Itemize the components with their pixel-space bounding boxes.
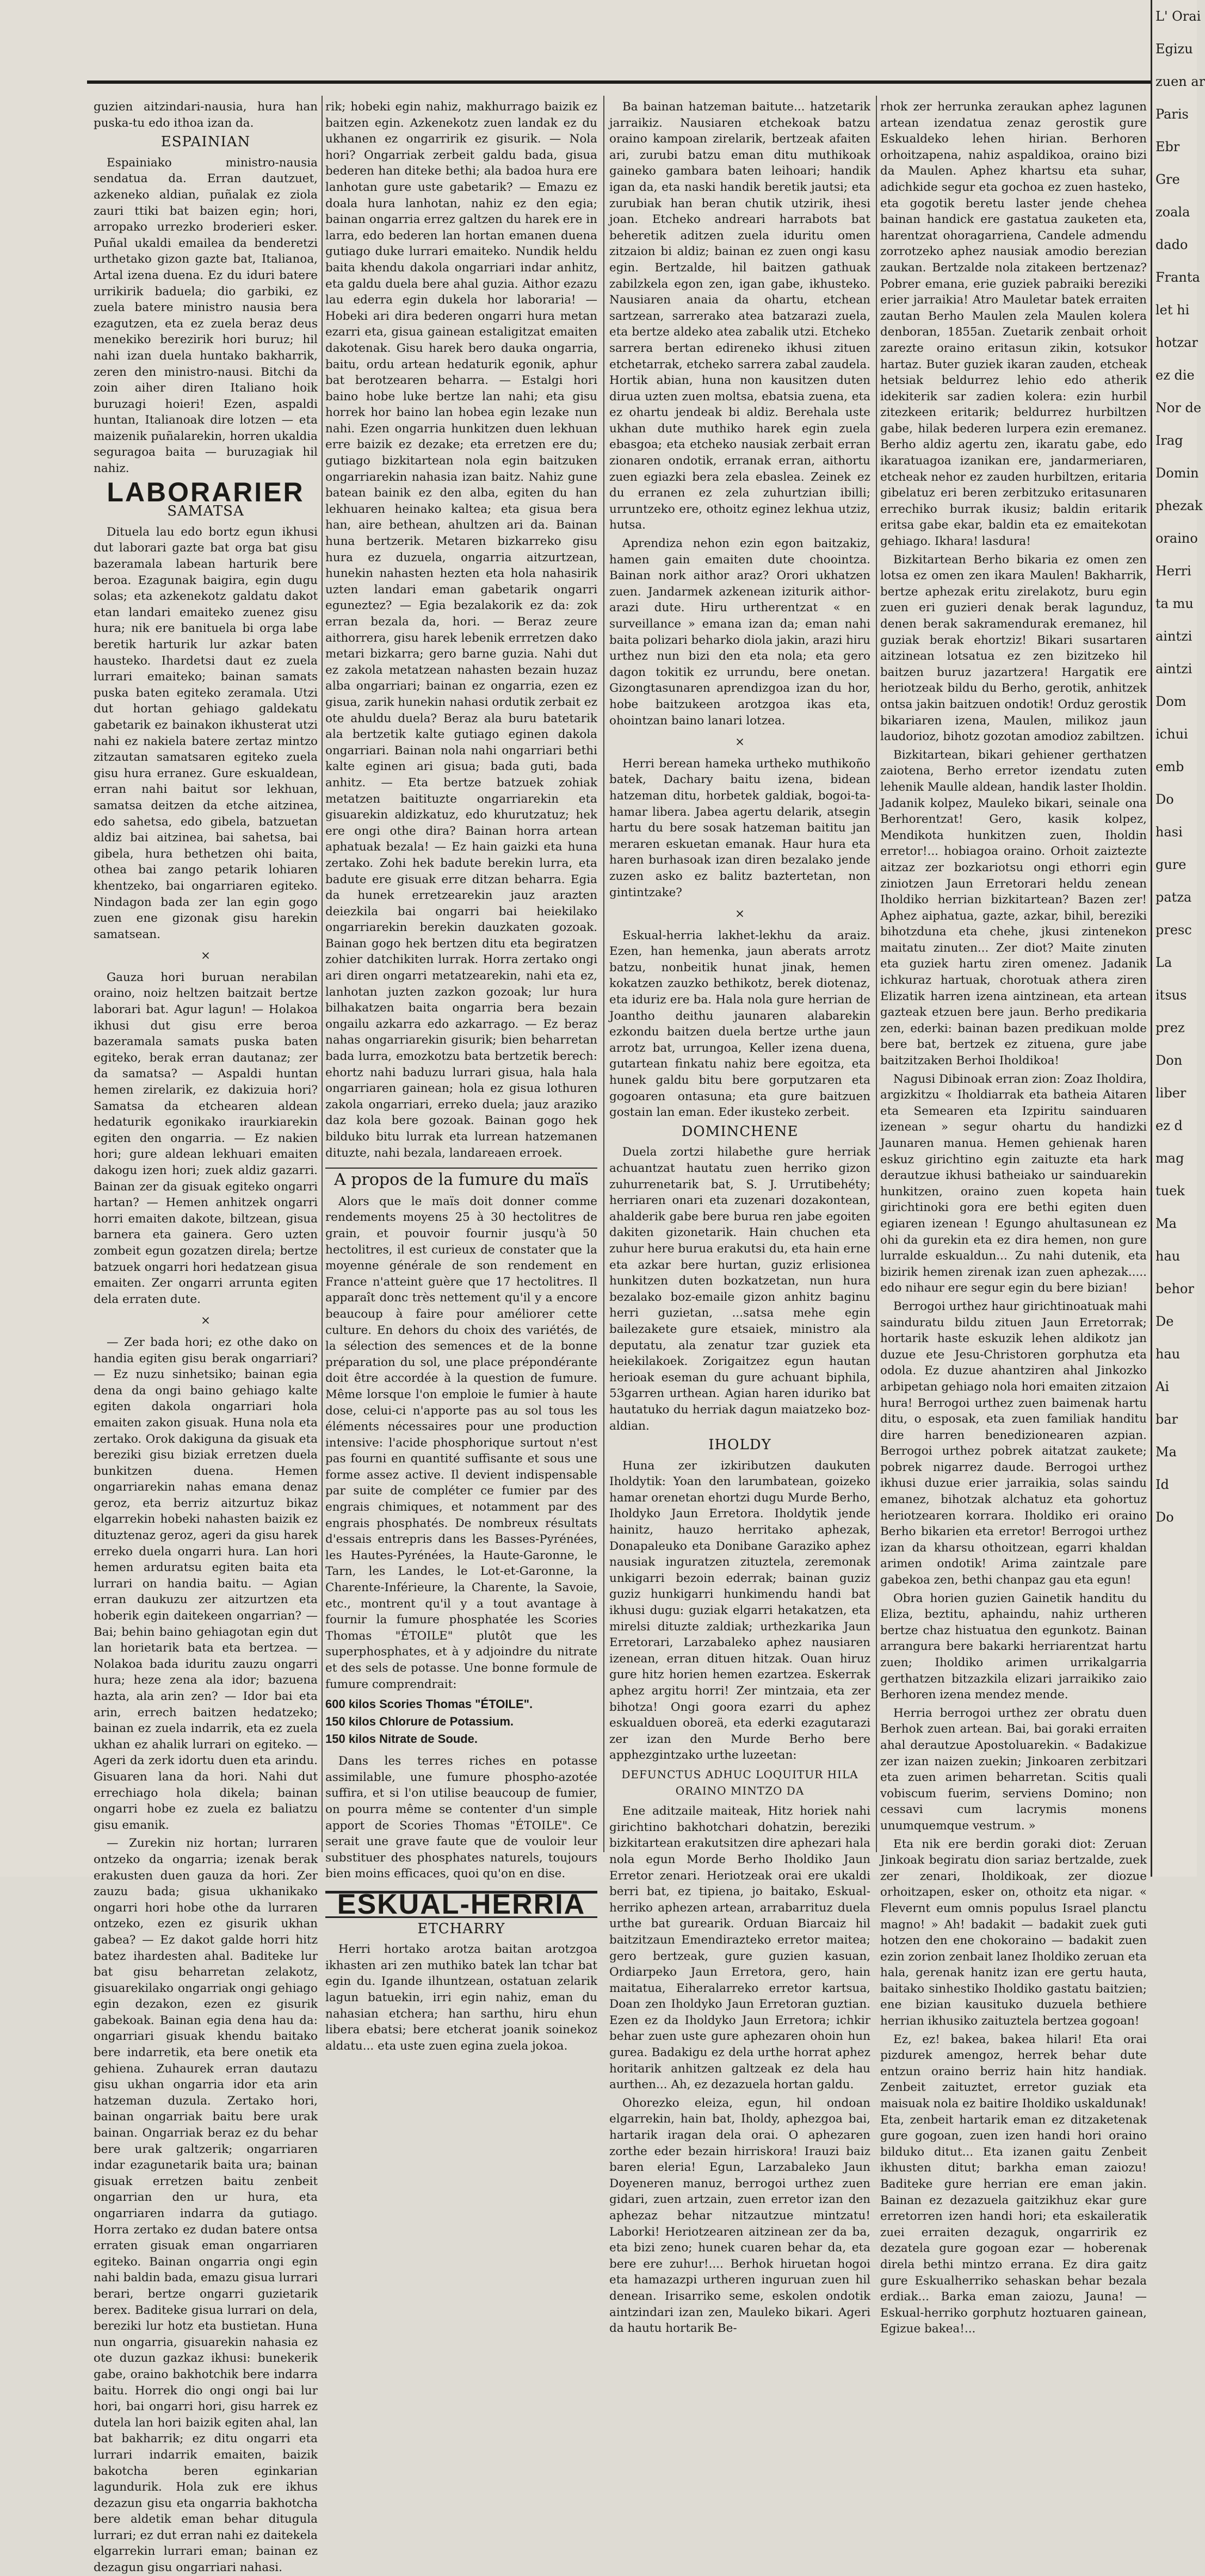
adjacent-page-fragment: patza <box>1155 890 1192 905</box>
ad-body: Alors que le maïs doit donner comme rendements moyens 25 à 30 hectolitres de grain, et pouvoir fournir jusqu'à 50 hectolitres, il est curieux de constater que la moyenne générale de son rendement en France n'atteint guère que 17 hectolitres. Il apparaît donc très nettement qu'il y a encore beaucoup à faire pour améliorer cette culture. En dehors du choix des variétés, de la sélection des semences et de la bonne préparation du sol, une place prépondérante doit être accordée à la question de fumure. Même lorsque l'on emploie le fumier à haute dose, celui-ci n'apporte pas au sol tous les éléments nécessaires pour une production intensive: l'acide phosphorique surtout n'est pas fourni en quantité suffisante et sous une forme assez active. Il devient indispensable par suite de compléter ce fumier par des engrais chimiques, et notamment par des engrais phosphatés. De nombreux résultats d'essais entrepris dans les Basses-Pyrénées, les Hautes-Pyrénées, la Haute-Garonne, le Tarn, les Landes, le Lot-et-Garonne, la Charente-Inférieure, la Charente, la Savoie, etc., montrent qu'il y a tout avantage à fournir la fumure phosphatée les Scories Thomas "ÉTOILE" plutôt que les superphosphates, et à y adjoindre du nitrate et des sels de potasse. Une bonne formule de fumure comprendrait: <box>325 1194 597 1691</box>
column-rule <box>322 96 323 1852</box>
adjacent-page-fragment: Nor de <box>1155 400 1202 415</box>
article-dialogue: Gauza hori buruan nerabilan oraino, noiz heltzen baitzait bertze laborari bat. Agur lagun! — Holakoa ikhusi dut gisu erre beroa bazeramala samats puska baten egiteko, berak erran dautanaz; zer da samatsa? — Aspaldi huntan hemen zirelarik, ez dakizuia hori? Samatsa da etchearen aldean hedaturik egonikako iraurkiarekin egiten den ongarria. — Ez nakien hori; gure aldean lekhuari emaiten dakogu izen hori; zuek aldiz gazarri. Bainan zer da gisuak egiteko ongarri hartan? — Hemen anhitzek ongarri horri emaiten dakote, biltzean, gisua barnera eta gainera. Gero uzten zombeit egun gozatzen direla; bertze batzuek ongarri hori hedatzean gisua emaiten. Zer ongarri arrunta egiten dela erraten dute. <box>94 970 318 1306</box>
adjacent-page-fragment: zoala <box>1155 204 1190 220</box>
adjacent-page-fragment: Irag <box>1155 433 1183 448</box>
adjacent-page-fragment: bar <box>1155 1412 1178 1427</box>
adjacent-page-fragment: Ma <box>1155 1216 1177 1231</box>
adjacent-page-fragment: oraino <box>1155 531 1198 546</box>
adjacent-page-fragment: Ai <box>1155 1379 1170 1394</box>
article-aprendiza: Aprendiza nehon ezin egon baitzakiz, hamen gain emaiten dute choointza. Bainan nork aithor araz? Orori ukhatzen zuen. Jandarmek azkenean iziturik aithor-arazi dute. Hiru urtherentzat « en surveillance » emana izan da; eman nahi baita polizari beharko diola jakin, arazi hiru urthez nun bizi den eta nola; eta gero dagon tokitik ez urrundu, bere onetan. Gizongtasunaren aprendizgoa izan du hor, hobe baitzukeen arotzgoa ikas eta, ohointzan baino lanari lotzea. <box>609 537 870 728</box>
article-dominchene: Duela zortzi hilabethe gure herriak achuantzat hautatu zuen herriko gizon zuhurrenetarik bat, S. J. Urrutibehéty; herriaren onari eta zuzenari dozakontean, ahalderik gabe bere burua ren jabe egoiten dakiten gizonetarik. Hain chuchen eta zuhur here burua erakutsi du, eta hain erne eta azkar bere hurtan, guziz erlisionea hunkitzen duten bozkatzetan, nun hura bezalako boz-emaile gizon anhitz baginu herri guzietan, ...satsa mehe egin bailezakete gure etsaiek, ministro ala deputatu, ala zenatur tzar guziek eta heiekilakoek. Zorigaitzez egun hautan herioak eseman du gure achuant biphila, 53garren urthean. Agian haren iduriko bat hautatuko du herriak dagun maiatzeko boz-aldian. <box>609 1145 870 1433</box>
adjacent-page-fragment: dado <box>1155 237 1188 252</box>
ad-formula-item: 150 kilos Chlorure de Potassium. <box>325 1715 514 1729</box>
adjacent-page-fragment: ez die <box>1155 368 1195 383</box>
article-paragraph: Berrogoi urthez haur girichtinoatuak mahi sainduratu bildu zituen Jaun Erretorrak; hortarik haste eskuzik lehen aldikotz jan duzue ete Jesu-Christoren gorphutza eta odola. Ez duzue ahantziren ahal Jinkozko arbipetan gehiago nola hori emaiten zitzaion hura! Berrogoi urthez zuen baimenak hartu ditu, o esposak, eta zuen familiak handitu dire harren benedizionearen azpian. Berrogoi urthez pobrek aitatzat zaukete; pobrek nigarrez daude. Berrogoi urthez ikhusi duzue erier jarraikia, solas saindu emanez, bihotzak alchatuz eta gohortuz heriotzearen korrara. Iholdiko eri oraino Berho bikarien eta erretor! Berrogoi urthez izan da kharsu othoitzean, egarri khaldan arimen ondotik! Arima zaintzale pare gabekoa zen, bethi chanpaz gau eta egun! <box>880 1299 1147 1587</box>
article-title-iholdy: IHOLDY <box>708 1437 771 1454</box>
ad-formula-item: 600 kilos Scories Thomas "ÉTOILE". <box>325 1697 533 1711</box>
adjacent-page-fragment: hau <box>1155 1346 1181 1362</box>
article-paragraph: Herria berrogoi urthez zer obratu duen Berhok zuen artean. Bai, bai goraki erraiten ahal derautzue Apostoluarekin. « Badakizue zer izan naizen zuekin; Jinkoaren zerbitzari eta zuen arimen beharretan. Scitis quali vobiscum fuerim, serviens Domino; non cessavi cum lacrymis monens unumquemque vestrum. » <box>880 1706 1147 1833</box>
adjacent-page-fragment: itsus <box>1155 988 1187 1003</box>
separator: × <box>200 1314 211 1328</box>
adjacent-page-fragment: tuek <box>1155 1183 1185 1199</box>
article-paragraph: Nagusi Dibinoak erran zion: Zoaz Iholdira, argizkitzu « Iholdiarrak eta batheia Aitaren eta Semearen eta Izpiritu sainduaren izenean » segur ohartu du handizki Jaunaren manua. Hemen gehienak haren eskuz girichtino egin zaituzte eta hark derautzue ikhusi batheiako ur sainduarekin hunkitzen, oraino zuen kopeta hain girichtinoki gora ere bethi egiten duen egiaren izenean ! Egungo ahultasunean ez ohi da gurekin eta ez dira hemen, non gure lurralde eskualdun... Zu nahi dutenik, eta bizirik hemen zirenak izan zuen aphezak..... edo nihaur ere segur egin du bere bizian! <box>880 1072 1147 1295</box>
adjacent-page-fragment: Gre <box>1155 172 1180 187</box>
adjacent-page-fragment: ichui <box>1155 727 1188 742</box>
column-rule <box>876 96 877 1852</box>
column-rule <box>603 96 604 1852</box>
article-continuation: Ba bainan hatzeman baitute... hatzetarik jarraikiz. Nausiaren etchekoak batzu oraino kampoan zirelarik, bertzeak afaiten ari, zurubi batzu eman ditu muthikoak gaineko gambara baten leihoari; handik igan da, eta naski handik beretik jautsi; eta zurubiak han beran chutik utzirik, ihesi joan. Etcheko andreari harrabots bat beheretik aditzen zuela iduritu omen zitzaion bi aldiz; bainan ez zuen ongi kasu egin. Bertzalde, hil baitzen gathuak zabilzkela egon zen, igan gabe, ikhusteko. Nausiaren anaia da ohartu, etchean sartzean, sarrerako atea batzarazi zuela, eta bertze aldeko atea zabalik utzi. Etcheko sarrera bertan edireneko ikhusi zituen etchetarrak, etcheko sarrera zabal zaudela. Hortik abian, huna non kausitzen duten dirua uzten zuen moltsa, ebatsia zuena, eta ez ohartu jendeak bi aldiz. Berehala uste ukhan dute muthiko harek egin zuela ebasgoa; eta etcheko nausiak zerbait erran zionaren ondotik, erranak erran, aithortu zuen egiazki bera zela ebaslea. Zeinek ez du erranen ez zela zuhurtzian ibilli; urruntzeko ere, othoitz eginez lekhua utziz, hutsa. <box>609 100 870 532</box>
article-continuation: rhok zer herrunka zeraukan aphez lagunen artean izendatua zenaz gerostik gure Eskualdeko lehen hirian. Berhoren orhoitzapena, nahiz aspaldikoa, oraino bizi da Maulen. Aphez khartsu eta suhar, adichkide segur eta gochoa ez zuen hasteko, eta gogotik beretu laster jende chehea bainan handick ere gastatua zauketen eta, harentzat ohoragarriena, Candele admendu zorrotzeko aphez nausiak amodio berezian zaukan. Bertzalde nola zitakeen bertzenaz? Pobrer emana, erie guziek pabraiki bereziki erier jarraikia! Atro Mauletar batek erraiten zautan Berho Maulen zela Maulen kolera denboran, 1855an. Zuetarik zenbait orhoit zarezte oraino eritasun zikin, kotsukor hartaz. Buter guziek ikaran zauden, etcheak hetsiak beldurrez lehio edo atherik idekiterik sar zadien kolera: ezin hurbil zitezkeen eritarik; beldurrez hurbiltzen gabe, hilak bederen lurpera ezin eremanez. Berho aldiz agertu zen, ikaratu gabe, edo ikaratuagoa izanikan ere, jandarmeriaren, etcheak nehor ez zauden hurbiltzen, eritaria gibelatuz eri beren zerbitzuko eritasunaren errechiko burrak ikusiz; baldin eritarik eritsa gabe ekar, baldin eta ez emaitekotan gehiago. Ikhara! lasdura! <box>880 100 1147 549</box>
adjacent-page-fragment: Don <box>1155 1053 1183 1068</box>
ad-title: A propos de la fumure du maïs <box>325 1168 597 1188</box>
column-3 <box>609 99 870 2336</box>
adjacent-page-fragment: La <box>1155 955 1172 970</box>
article-homily: Ohorezko eleiza, egun, hil ondoan elgarrekin, hain bat, Iholdy, aphezgoa bai, hartarik iragan dela orai. O aphezaren zorthe eder bezain hirriskora! Irauzi baiz baren eleria! Egun, Larzabaleko Jaun Doyeneren manuz, berrogoi urthez zuen gidari, zuen artzain, zuen erretor izan den aphezaz behar nitzautzue mintzatu! Laborki! Heriotzearen aitzinean zer da ba, eta bizi zeno; hunek cuaren behar da, eta bere ere zuhur!.... Berhok hiruetan hogoi eta hamazazpi urtheren inguruan zuen hil denean. Irisarriko seme, eskolen ondotik aintzindari izan zen, Mauleko bikari. Ageri da hautu hortarik Be- <box>609 2096 870 2336</box>
adjacent-page-fragment: ta mu <box>1155 596 1194 611</box>
adjacent-page-fragment: mag <box>1155 1151 1184 1166</box>
article-title-samatsa: SAMATSA <box>167 503 244 520</box>
ad-body-end: Dans les terres riches en potasse assimilable, une fumure phospho-azotée suffira, et si l'on utilise beaucoup de fumier, on pourra même se contenter d'un simple apport de Scories Thomas "ÉTOILE". Ce serait une grave faute que de vouloir leur substituer des phosphates naturels, toujours bien moins efficaces, quoi qu'on en dise. <box>325 1754 597 1881</box>
article-paragraph: Ez, ez! bakea, bakea hilari! Eta orai pizdurek amengoz, herrek behar dute entzun oraino berriz hain hitz handiak. Zenbeit zaituztet, erretor guziak eta maisuak nola ez baitire Iholdiko uskaldunak! Eta, zenbeit hartarik eman ez ditzaketenak gure gogoan, zuen izen handi hori oraino bilduko ditut... Eta izanen gaitu Zenbeit ikhusten ditut; barkha eman zaiozu! Baditeke gure herrian ere eman jakin. Bainan ez dezazuela gaitzikhuz ekar gure erretorren izen handi hori; eta eskaileratik zuei erraiten dezaguk, ongarririk ez dezatela gure gogoan ezar — hoberenak direla bethi mintzo errana. Ez dira gaitz gure Eskualherriko sehaskan behar bezala erdiak... Barka eman zaiozu, Jauna! — Eskual-herriko gorphutz hoztuaren gainean, Egizue bakea!... <box>880 2032 1147 2336</box>
adjacent-page-fragment: aintzi <box>1155 661 1192 676</box>
header-rule <box>87 80 1153 84</box>
adjacent-page-fragment: gure <box>1155 857 1187 872</box>
article-iholdy: Huna zer izkiributzen daukuten Iholdytik: Yoan den larumbatean, goizeko hamar orenetan ehortzi dugu Murde Berho, Iholdyko Jaun Erretora. Iholdytik jende hainitz, hauzo herritako aphezak, Donapaleuko eta Donibane Garaziko aphez nausiak inguratzen zituztela, zeremonak unkigarri bezoin ederrak; bainan guziz guziz hunkigarri hunkimendu handi bat ikhusi dugu: guziak elgarri hetakatzen, eta mirelsi dituzte zaldiak; urthezkarika Jaun Erretorari, Larzabaleko aphez nausiaren izenean, erran dituen hitzak. Ouan hiruz gure hitz horien hemen ezartzea. Eskerrak aphez argitu horri! Zer mintzaia, eta zer bihotza! Ongi goora ezarri du aphez eskualduen oboreä, eta ederki ezagutarazi zer izan den Murde Berho bere apphezgintzako urthe luzeetan: <box>609 1458 870 1762</box>
adjacent-page-fragment: Id <box>1155 1477 1169 1492</box>
adjacent-page-strip <box>1151 0 1205 1877</box>
adjacent-page-fragment: ez d <box>1155 1118 1183 1133</box>
adjacent-page-fragment: presc <box>1155 922 1192 938</box>
article-homily: Ene aditzaile maiteak, Hitz horiek nahi girichtino bakhotchari dohatzin, bereziki bizkitartean erakutsitzen dire aphezari hala nola egun Morde Berho Iholdiko Jaun Erretor zenari. Heriotzeak orai ere ukaldi berri bat, ez tipiena, jo baitako, Eskual-herriko aphezen artean, arrabarrituz duela urthe bat gurearik. Orduan Biarcaiz hil baitzitzaun Emendirazteko erretor maitea; gero bertzeak, gure guzien kasuan, Ordiarpeko Jaun Erretora, gero, hain maitatua, Eiheralarreko erretor kartsua, Doan zen Iholdyko Jaun Erretoran guztian. Ezen ez da Iholdyko Jaun Erretora; ichkir behar zuen uste gure aphezaren ohoin hun gurea. Badakigu ez dela urthe horrat aphez horitarik anhitzen galtzeak ez dela hau aurthen... Ah, ez dezazuela hortan galdu. <box>609 1804 870 2092</box>
article-eskual-herria: Eskual-herria lakhet-lekhu da araiz. Ezen, han hemenka, jaun aberats arrotz batzu, nonbeitik hunat jinak, hemen kokatzen zauzko bethikotz, berek diotenaz, eta iduriz ere ba. Hala nola gure herrian de Joantho deithu jaunaren alabarekin ezkondu baitzen duela bertze urthe jaun arrotz bat, urrungoa, Keller izena duena, gutartean finkatu nahiz bere egoitza, eta hunek galdu bitu bere gorputzaren eta gogoaren ontasuna; eta gure baitzuen gostain lan eman. Eder ikusteko zerbeit. <box>609 928 870 1120</box>
adjacent-page-fragment: hau <box>1155 1249 1181 1264</box>
article-paragraph: Obra horien guzien Gainetik handitu du Eliza, beztitu, aphaindu, nahiz urtheren bertze chaz histuatua den egunkotz. Bainan arrangura bere bakarki herriarentzat hartu zuen; Iholdiko arimen urrikalgarria gerthatzen bitzazkila elizari jarraikiko zaio Berhoren izena mendez mende. <box>880 1591 1147 1702</box>
article-samatsa: Dituela lau edo bortz egun ikhusi dut laborari gazte bat orga bat gisu bazeramala labean harturik bere beroa. Ezagunak baigira, egin dugu solas; eta azkenekotz galdatu dakot etan landari emaiteko zuenez gisu hura; nik ere banituela bi orga labe beretik harturik lur azkar baten hausteko. Ihardetsi daut ez zuela lurrari emaiteko; bainan samats puska baten egiteko zeramala. Utzi dut hortan gehiago galdekatu gabetarik ez bainakon ikhusterat utzi nahi ez nakiela batere zertaz mintzo zitzautan samatsaren egiteko zuela gisu hura erranez. Gure eskualdean, erran nahi baitut sor lekhuan, samatsa deitzen da etche aitzinea, edo sahetsa, edo gibela, batzuetan aldiz bai aitzinea, bai sahetsa, bai gibela, hura bethetzen ohi baita, othea bai zango petarik lohiaren khentzeko, bai ongarriaren egiteko. Nindagon bada zer lan egin gogo zuen ene gizonak gisu harekin samatsean. <box>94 525 318 941</box>
article-espainian: Espainiako ministro-nausia sendatua da. Erran dautzuet, azkeneko aldian, puñalak ez ziola zauri ttiki bat baizen egin; hori, arropako urrezko broderieri esker. Puñal ukaldi emailea da benderetzi urthetako gizon gazte bat, Italianoa, Artal izena duena. Ez du iduri batere urrikirik baduela; dio garbiki, ez zuela batere ministro nausia bera ezagutzen, eta ez zuela beraz deus menekiko berezirik hori buruz; hil nahi izan duela huntako bakharrik, zeren den ministro-nausi. Bitchi da zoin aiher diren Italiano hoik buruzagi hoieri! Ezen, aspaldi huntan, Italianoak dire lotzen — eta maizenik puñalarekin, horren ukaldia seguragoa baita — buruzagiak hil nahiz. <box>94 156 318 476</box>
article-continuation: guzien aitzindari-nausia, hura han puska-tu edo ithoa izan da. <box>94 100 318 130</box>
column-1 <box>94 99 318 2575</box>
adjacent-page-fragment: Paris <box>1155 107 1189 122</box>
adjacent-page-fragment: behor <box>1155 1281 1194 1296</box>
section-heading-laborarier: LABORARIER <box>107 476 305 507</box>
adjacent-page-fragment: De <box>1155 1314 1174 1329</box>
adjacent-page-fragment: Ebr <box>1155 139 1180 154</box>
article-title-etcharry: ETCHARRY <box>417 1920 505 1937</box>
ad-formula-item: 150 kilos Nitrate de Soude. <box>325 1732 478 1746</box>
article-dachary: Herri berean hameka urtheko muthikoño batek, Dachary baitu izena, bidean hatzeman ditu, horbetek galdiak, bogoi-ta-hamar libera. Jabea agertu delarik, atsegin hartu du bere sosak hatzeman baititu jan meraren eskuetan emanak. Haur hura eta haren burhasoak izan diren bezalako jende zuzen asko ez balitz baztertetan, non gintintzake? <box>609 756 870 899</box>
adjacent-page-fragment: Do <box>1155 1510 1174 1525</box>
separator: × <box>734 735 745 749</box>
section-heading-espainian: ESPAINIAN <box>160 134 251 151</box>
article-dialogue: — Zer bada hori; ez othe dako on handia egiten gisu berak ongarriari? — Ez nuzu sinhetsiko; bainan egia dena da ongi baino gehiago kalte egiten dakola ongarriari hola emaiten zakon gisuak. Huna nola eta zertako. Orok dakiguna da gisuak eta bereziki gisu biziak erretzen duela bunkitzen duena. Hemen ongarriarekin nahas emana denaz geroz, eta berriz aitzurtuz bikaz elgarrekin hobeki nahasten baizik ez dituztenaz geroz, ageri da gisu harek erreko duela ongarri hura. Lan hori hemen arduratsu egiten baita eta lurrari on handia baitu. — Agian erran daukuzu zer aitzurtzen eta hoberik egin daitekeen ongarrian? — Bai; behin baino gehiagotan egin dut lan horietarik bata eta bertzea. — Nolakoa bada iduritu zauzu ongarri hura; heze zena ala idor; bazuena hazta, ala arin zen? — Idor bai eta arin, errech baitzen hedatzeko; bainan ez zuela indarrik, eta ez zuela ukhan ez ahalik lurrari on egiteko. — Ageri da zerk idortu duen eta arindu. Gisuaren lana da hori. Nahi dut errechiago hola dikela; bainan ongarri hobe ez zuela ez baliatzu gisu emanik. <box>94 1335 318 1832</box>
separator: × <box>200 949 211 963</box>
adjacent-page-fragment: phezak <box>1155 498 1203 513</box>
adjacent-page-fragment: Franta <box>1155 270 1200 285</box>
column-2 <box>325 99 597 2053</box>
column-4 <box>880 99 1147 2336</box>
separator: × <box>734 907 745 921</box>
ad-formula-list <box>325 1696 597 1748</box>
article-paragraph: Eta nik ere berdin goraki diot: Zeruan Jinkoak begiratu dion sariaz bertzalde, zuek zer zenari, Iholdikoak, zer diozue orhoitzapen, esker on, othoitz eta nigar. « Flevernt eum omnis populus Israel planctu magno! » Ah! badakit — badakit zuek guti hotzen den ene chokoraino — badakit zuen ezin zorion zenbait lanez Iholdiko zeruan eta hala, gerenak hanitz izan ere gertu hauta, baitako sinhestiko Iholdiko gastatu baitzien; ene bizian kausituko duzuela bethiere herrian ikhusiko zaituztela bertzea gogoan! <box>880 1837 1147 2028</box>
adjacent-page-fragment: zuen ar <box>1155 74 1205 89</box>
adjacent-page-fragment: Egizu <box>1155 41 1193 57</box>
adjacent-page-fragment: liber <box>1155 1085 1187 1101</box>
adjacent-page-fragment: aintzi <box>1155 629 1192 644</box>
adjacent-page-fragment: emb <box>1155 759 1184 774</box>
article-etcharry: Herri hortako arotza baitan arotzgoa ikhasten ari zen muthiko batek lan tchar bat egin du. Igande ilhuntzean, ostatuan zelarik lagun batuekin, irri egin nahiz, eman du nahasian etchera; han sarthu, hiru ehun libera ebatsi; bere etcherat joanik soinekoz aldatu... eta uste zuen egina zuela jokoa. <box>325 1942 597 2053</box>
adjacent-page-fragment: Herri <box>1155 563 1191 579</box>
latin-heading: DEFUNCTUS ADHUC LOQUITUR HILA ORAINO MINTZO DA <box>621 1767 858 1797</box>
adjacent-page-fragment: Ma <box>1155 1444 1177 1460</box>
article-paragraph: Bizkitartean Berho bikaria ez omen zen lotsa ez omen zen ikara Maulen! Bakharrik, bertze aphezak eritu zirelakotz, buru egin zuen eri guzieri denak berak lagunduz, denen berak sakramendurak eremanez, hil guziak berak ehortziz! Bikari susartaren aitzinean lotsatua ez zen bizitzeko hil baitzen buruz jazartzera! Hargatik ere heriotzeak bildu du Berho, gerotik, anhitzek ontsa jakin baitzuen ondotik! Orduz gerostik bikariaren izena, Maulen, milikoz jaun laudorioz, bihotz gozotan amodioz zabiltzen. <box>880 553 1147 744</box>
adjacent-page-fragment: Dom <box>1155 694 1187 709</box>
article-dialogue: — Zurekin niz hortan; lurraren ontzeko da ongarria; izenak berak erakusten duen gauza da hori. Zer zauzu bada; gisua ukhanikako ongarri hori hobe othe da lurraren ontzeko, ezen ez gisurik ukhan gabea? — Ez dakot galde horri hitz batez ihardesten ahal. Baditeke lur bat gisu beharretan zelakotz, gisuarekilako ongarriak ongi gehiago egin dezakon, ezen ez gisurik gabekoak. Bainan egia dena hau da: ongarriari gisuak khendu baitako bere indarretik, eta bere onetik eta gehiena. Zuhaurek erran dautazu gisu ukhan ongarria idor eta arin hatzeman duzula. Zertako hori, bainan ongarriak baitu bere urak bainan. Ongarriak beraz ez du behar bere urak galtzerik; ongarriaren indar ezagunetarik baita ura; bainan gisuak erretzen baitu zenbeit ongarrian den ur hura, eta ongarriaren indarra da gutiago. Horra zertako ez dudan batere ontsa erraten gisuak eman ongarriaren egiteko. Bainan ongarria ongi egin nahi baldin bada, emazu gisua lurrari berari, bertze ongarri guzietarik berex. Baditeke gisua lurrari on dela, bereziki lur hotz eta bustietan. Huna nun ongarria, gisuarekin nahasia ez ote duzun gazkaz ikhusi: bunekerik gabe, oraino bakhotchik bere indarra baitu. Horrek dio ongi ongi bai lur hori, bai ongarri hori, gisu harrek ez dutela lan hori baizik egiten ahal, lan bat bakharrik; ez ditu ongarri eta lurrari indarrik emaiten, baizik bakotcha beren eginkarian lagundurik. Hola zuk ere ikhus dezazun gisu eta ongarria bakhotcha bere aldetik eman behar ditugula lurrari; ez dut erran nahi ez daitekela elgarrekin lurrari eman; bainan ez dezagun gisu ongarriari nahasi. <box>94 1836 318 2575</box>
adjacent-page-fragment: L' Orai <box>1155 9 1201 24</box>
article-continuation: rik; hobeki egin nahiz, makhurrago baizik ez baitzen egin. Azkenekotz zuen landak ez du ukhanen ez ongarririk ez gisurik. — Nola hori? Ongarriak zerbeit galdu bada, gisua bederen han diteke bethi; ala badoa hura ere lanhotan gure uste gabetarik? — Emazu ez doala hura lanhotan, nahiz ez den egia; bainan ongarria errez galtzen du harek ere in larra, edo bederen lan hortan emanen duena gutiago duke lurrari emaiteko. Nundik heldu baita khendu dakola ongarriari indar anhitz, eta galdu duela bere ahal guzia. Aithor ezazu lau ederra egin dukela hor laboraria! — Hobeki ari dira bederen ongarri hura metan ezarri eta, gisua gainean estaligitzat emaiten dakotenak. Gisu harek bero dauka ongarria, baitu, ordu artean hedaturik egonik, aphur bat berotzearen beharra. — Estalgi hori baino hobe luke bertze lan nahi; eta gisu horrek hor baino lan hobea egin lezake nun nahi. Ezen ongarria hunkitzen duen lekhuan erre baizik ez dezake; eta erretzen ere du; gutiago bizkitartean nola egin baitzuken ongarriarekin nahasia izan baitz. Nahiz gune batean bainik ez den alba, egiten du han lekhuaren heinako kaltea; eta gisua bera han, aire bethean, ahultzen ari da. Bainan huna bertzerik. Metaren bizkarreko gisu hura ez duzuela, ongarria aitzurtzean, hunekin nahasten hezten eta hola nahasirik uzten landari eman gabetarik ongarri eguneztez? — Egia bezalakorik ez da: zok erran bezala da, hori. — Beraz zeure aithorrera, gisu harek lebenik errretzen dako metari bizkarra; gero barne guzia. Nahi dut ez zakola metatzean nahasten bezain huzaz alba ongarriari; bainan ez ongarria, ezen ez gisua, zarik hunekin nahasi ordutik zerbait ez ote ahuldu duela? Beraz ala buru batetarik ala bertzetik kalte gutiago eginen dakola ongarriari. Bainan nola nahi ongarriari bethi kalte eginen ari gisua; bada guti, bada anhitz. — Eta bertze batzuek zohiak metatzen baitituzte ongarriarekin eta gisuarekin aldizkatuz, edo khurutzatuz; hek ere ongi othe dira? Bainan horra artean aphatuak bezala! — Ez hain gaizki eta huna zertako. Zohi hek badute berekin lurra, eta badute ere gisuak erre ditzan beharra. Egia da hunek erretzearekin jauz arazten deiezkila bai ongarri bai heiekilako ongarriarekin berekin dauzkaten gozoak. Bainan gogo hek bertzen ditu eta begiratzen zohier datchikiten lurrak. Horra zertako ongi ari diren ongarri metatzearekin, nahi eta ez, lanhotan juzten zazkon gozoak; lur hura bilhakatzen baita ongarria bera bezain ongailu azkarra edo azkarrago. — Ez beraz nahas ongarriarekin gisurik; bien beharretan bada lurra, emozkotzu bata bertzetik berech: ehortz nahi baduzu lurrari gisua, hala hala ongarriaren gainean; hola ez gisua lothuren zakola ongarriari, erreko duela; jauz araziko daz kola bere gozoak. Bainan gogo hek bilduko bitu lurrak eta lurrean hatzemanen dituzte, nahi bezala, landareaen erroek. <box>325 100 597 1160</box>
adjacent-page-fragment: Do <box>1155 792 1174 807</box>
adjacent-page-fragment: prez <box>1155 1020 1185 1035</box>
article-title-dominchene: DOMINCHENE <box>681 1123 799 1140</box>
adjacent-page-fragment: Domin <box>1155 465 1199 481</box>
adjacent-page-fragment: let hi <box>1155 302 1190 318</box>
adjacent-page-fragment: hasi <box>1155 824 1183 840</box>
section-heading-eskual-herria: ESKUAL-HERRIA <box>325 1891 597 1918</box>
adjacent-page-fragment: hotzar <box>1155 335 1198 350</box>
article-paragraph: Bizkitartean, bikari gehiener gerthatzen zaiotena, Berho erretor izendatu zuten lehenik Maulle aldean, handik laster Iholdin. Jadanik kolpez, Mauleko bikari, seinale ona Berhorentzat! Gero, kasik kolpez, Mendikota hunkitzen zuen, Iholdin erretor!... hobiagoa oraino. Orhoit zaiztezte aitzaz zer bozkariotsu ongi ethorri egin ziniotzen Jaun Erretorari heldu zenean Iholdiko herrian bizkitartean? Bazen zer! Aphez aiphatua, gazte, azkar, bihil, bereziki bihotzduna eta chehe, jkusi zintenekon maitatu zinuten... Zer diot? Maite zinuten eta guziek hartu ziren omenez. Jadanik ichkuraz hartuak, chorotuak athera ziren Elizatik harren izena aintzinean, eta artean gazteak etzuen bere jaun. Berho predikaria zen, ederki: bainan bazen predikuan molde bere bat, bertzek ez zituena, gure jabe baitzitzaken Berhoi Iholdikoa! <box>880 748 1147 1068</box>
